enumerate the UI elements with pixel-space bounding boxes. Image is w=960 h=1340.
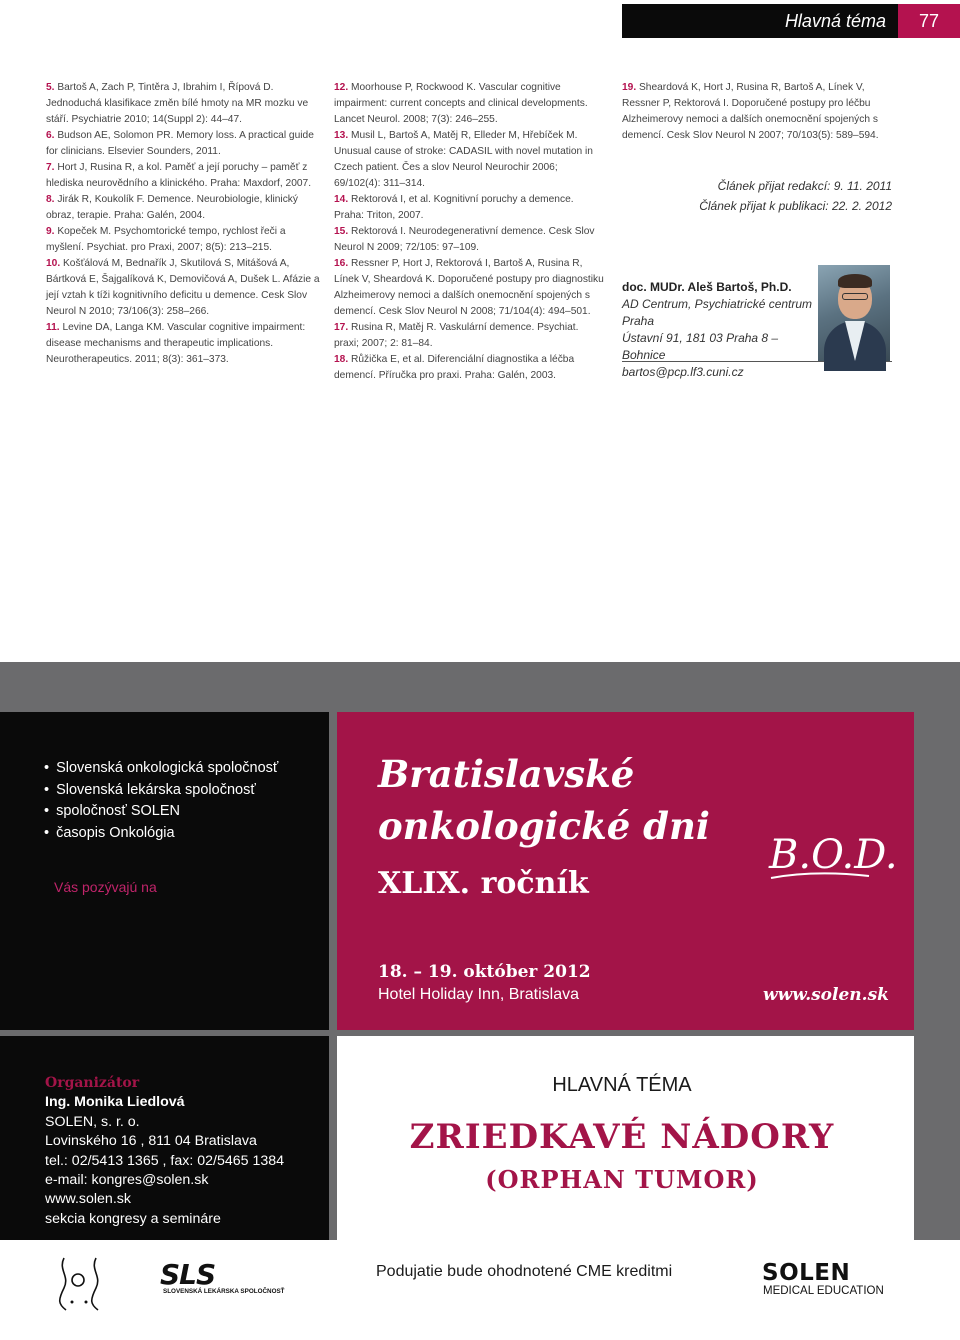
inviter-item: • Slovenská lekárska spoločnosť [44,780,278,802]
reference-text: Sheardová K, Hort J, Rusina R, Bartoš A, Línek V, Ressner P, Rektorová I. Doporučené postupy pro léčbu Alzheimerovy nemoci a dalších onemocnění spojených s demencí. Cesk Slov Neurol N 2007; 70/103(5): 589–594. [622,82,879,141]
bod-logo [765,812,898,892]
reference-item [46,192,321,224]
reference-text: Levine DA, Langa KM. Vascular cognitive impairment: disease mechanisms and therapeutic implications. Neurotherapeutics. 2011; 8(3): 361–373. [46,322,306,365]
solen-logo [762,1260,884,1300]
reference-item [334,128,606,192]
reference-item [334,224,606,256]
event-edition: XLIX. ročník [378,866,589,901]
event-title [378,748,710,852]
acceptance-dates [622,176,894,216]
reference-item [334,320,606,352]
inviter-item: • Slovenská onkologická spoločnosť [44,758,278,780]
inviter-item: • časopis Onkológia [44,823,278,845]
accepted-date: Článek přijat k publikaci: 22. 2. 2012 [699,199,892,213]
reference-number: 17. [334,322,349,333]
event-title-line-1: Bratislavské [378,752,635,796]
reference-item [334,80,606,128]
reference-text: Budson AE, Solomon PR. Memory loss. A practical guide for clinicians. Elsevier Sounders, 2011. [46,130,314,157]
inviters-list [44,758,278,844]
event-title-line-2: onkologické dni [378,804,710,848]
reference-number: 10. [46,258,61,269]
section-header [622,4,960,38]
reference-item [46,160,321,192]
reference-text: Ressner P, Hort J, Rektorová I, Bartoš A, Rusina R, Línek V, Sheardová K. Doporučené postupy pro diagnostiku Alzheimerovy nemoci a dalších onemocnění spojených s demencí. Cesk Slov Neurol N 2008; 71/104(4): 494–501. [334,258,604,317]
invite-text: Vás pozývajú na [54,879,157,895]
cme-note: Podujatie bude ohodnotené CME kreditmi [376,1263,673,1280]
reference-item [46,256,321,320]
section-title: Hlavná téma [784,11,886,31]
sls-logo-mark: SLS [160,1258,216,1291]
sls-logo [160,1258,285,1298]
organizer-name: Ing. Monika Liedlová [45,1094,185,1111]
bod-logo-text: B.O.D. [769,832,898,878]
reference-text: Kopeček M. Psychomtorické tempo, rychlost řeči a myšlení. Psychiat. pro Praxi, 2007; 8(5): 213–215. [46,226,286,253]
event-dates: 18. – 19. október 2012 [378,962,591,982]
reference-number: 6. [46,130,55,141]
theme-subtitle: (ORPHAN TUMOR) [485,1165,759,1194]
reference-text: Jirák R, Koukolík F. Demence. Neurobiologie, klinický obraz, terapie. Praha: Galén, 2004. [46,194,298,221]
organizer-web[interactable]: www.solen.sk [45,1191,131,1208]
reference-text: Rusina R, Matěj R. Vaskulární demence. Psychiat. praxi; 2007; 2: 81–84. [334,322,579,349]
author-affiliation: AD Centrum, Psychiatrické centrum [622,297,813,311]
reference-number: 12. [334,82,349,93]
reference-text: Musil L, Bartoš A, Matěj R, Elleder M, Hřebíček M. Unusual cause of stroke: CADASIL with novel mutation in Czech patient. Čes a slov Neurol Neurochir 2006; 69/102(4): 311–314. [334,130,593,189]
reference-number: 15. [334,226,349,237]
solen-logo-caption: MEDICAL EDUCATION [763,1285,884,1297]
reference-item [46,80,321,128]
sos-logo [56,1250,106,1316]
reference-text: Rektorová I, et al. Kognitivní poruchy a demence. Praha: Triton, 2007. [334,194,574,221]
reference-item [622,80,894,144]
event-website[interactable]: www.solen.sk [763,985,889,1005]
author-photo [818,265,890,361]
reference-number: 16. [334,258,349,269]
organizer-info [45,1074,284,1229]
reference-text: Košťálová M, Bednařík J, Skutilová S, Mitášová A, Bártková E, Šajgalíková K, Demovičová A, Dušek L. Afázie a její vztah k tíži kognitivního deficitu u demence. Cesk Slov Neurol N 2010; 73/106(3): 258–266. [46,258,320,317]
reference-number: 11. [46,322,60,333]
author-address: Ústavní 91, 181 03 Praha 8 – Bohnice [622,331,779,362]
solen-logo-mark: SOLEN [762,1260,851,1286]
author-email[interactable]: bartos@pcp.lf3.cuni.cz [622,365,744,379]
organizer-email[interactable]: e-mail: kongres@solen.sk [45,1172,209,1189]
reference-item [46,128,321,160]
organizer-street: Lovinského 16 , 811 04 Bratislava [45,1133,257,1150]
references-column-1 [46,80,321,368]
reference-text: Bartoš A, Zach P, Tintěra J, Ibrahim I, Řípová D. Jednoduchá klasifikace změn bílé hmoty na MR mozku ve stáří. Psychiatrie 2010; 14(Suppl 2): 44–47. [46,82,309,125]
reference-item [46,320,321,368]
reference-text: Moorhouse P, Rockwood K. Vascular cognitive impairment: current concepts and clinical developments. Lancet Neurol. 2008; 7(3): 246–255. [334,82,588,125]
inviter-item: • spoločnosť SOLEN [44,801,278,823]
event-venue: Hotel Holiday Inn, Bratislava [378,986,579,1003]
received-date: Článek přijat redakcí: 9. 11. 2011 [717,179,892,193]
references-column-3 [622,80,894,144]
author-name: doc. MUDr. Aleš Bartoš, Ph.D. [622,280,792,294]
author-city: Praha [622,314,655,328]
theme-title: ZRIEDKAVÉ NÁDORY [409,1117,835,1157]
organizer-phone: tel.: 02/5413 1365 , fax: 02/5465 1384 [45,1152,285,1169]
theme-heading: HLAVNÁ TÉMA [552,1074,692,1096]
reference-text: Rektorová I. Neurodegenerativní demence. Cesk Slov Neurol N 2009; 72/105: 97–109. [334,226,595,253]
reference-number: 9. [46,226,55,237]
author-info [622,279,814,381]
reference-number: 5. [46,82,55,93]
reference-number: 7. [46,162,55,173]
reference-number: 19. [622,82,637,93]
author-box [622,265,892,379]
reference-item [46,224,321,256]
reference-text: Růžička E, et al. Diferenciální diagnostika a léčba demencí. Příručka pro praxi. Praha: Galén, 2003. [334,354,575,381]
reference-number: 8. [46,194,55,205]
reference-item [334,256,606,320]
reference-number: 13. [334,130,349,141]
organizer-dept: sekcia kongresy a semináre [45,1210,221,1227]
reference-text: Hort J, Rusina R, a kol. Paměť a její poruchy – paměť z hlediska neurovědního a klinického. Praha: Maxdorf, 2007. [46,162,312,189]
reference-number: 14. [334,194,349,205]
reference-number: 18. [334,354,349,365]
reference-item [334,192,606,224]
page-number: 77 [898,4,960,38]
organizer-company: SOLEN, s. r. o. [45,1113,140,1130]
reference-item [334,352,606,384]
sls-logo-caption: SLOVENSKÁ LEKÁRSKA SPOLOČNOSŤ [163,1288,285,1295]
organizer-heading: Organizátor [45,1075,140,1091]
references-column-2 [334,80,606,384]
